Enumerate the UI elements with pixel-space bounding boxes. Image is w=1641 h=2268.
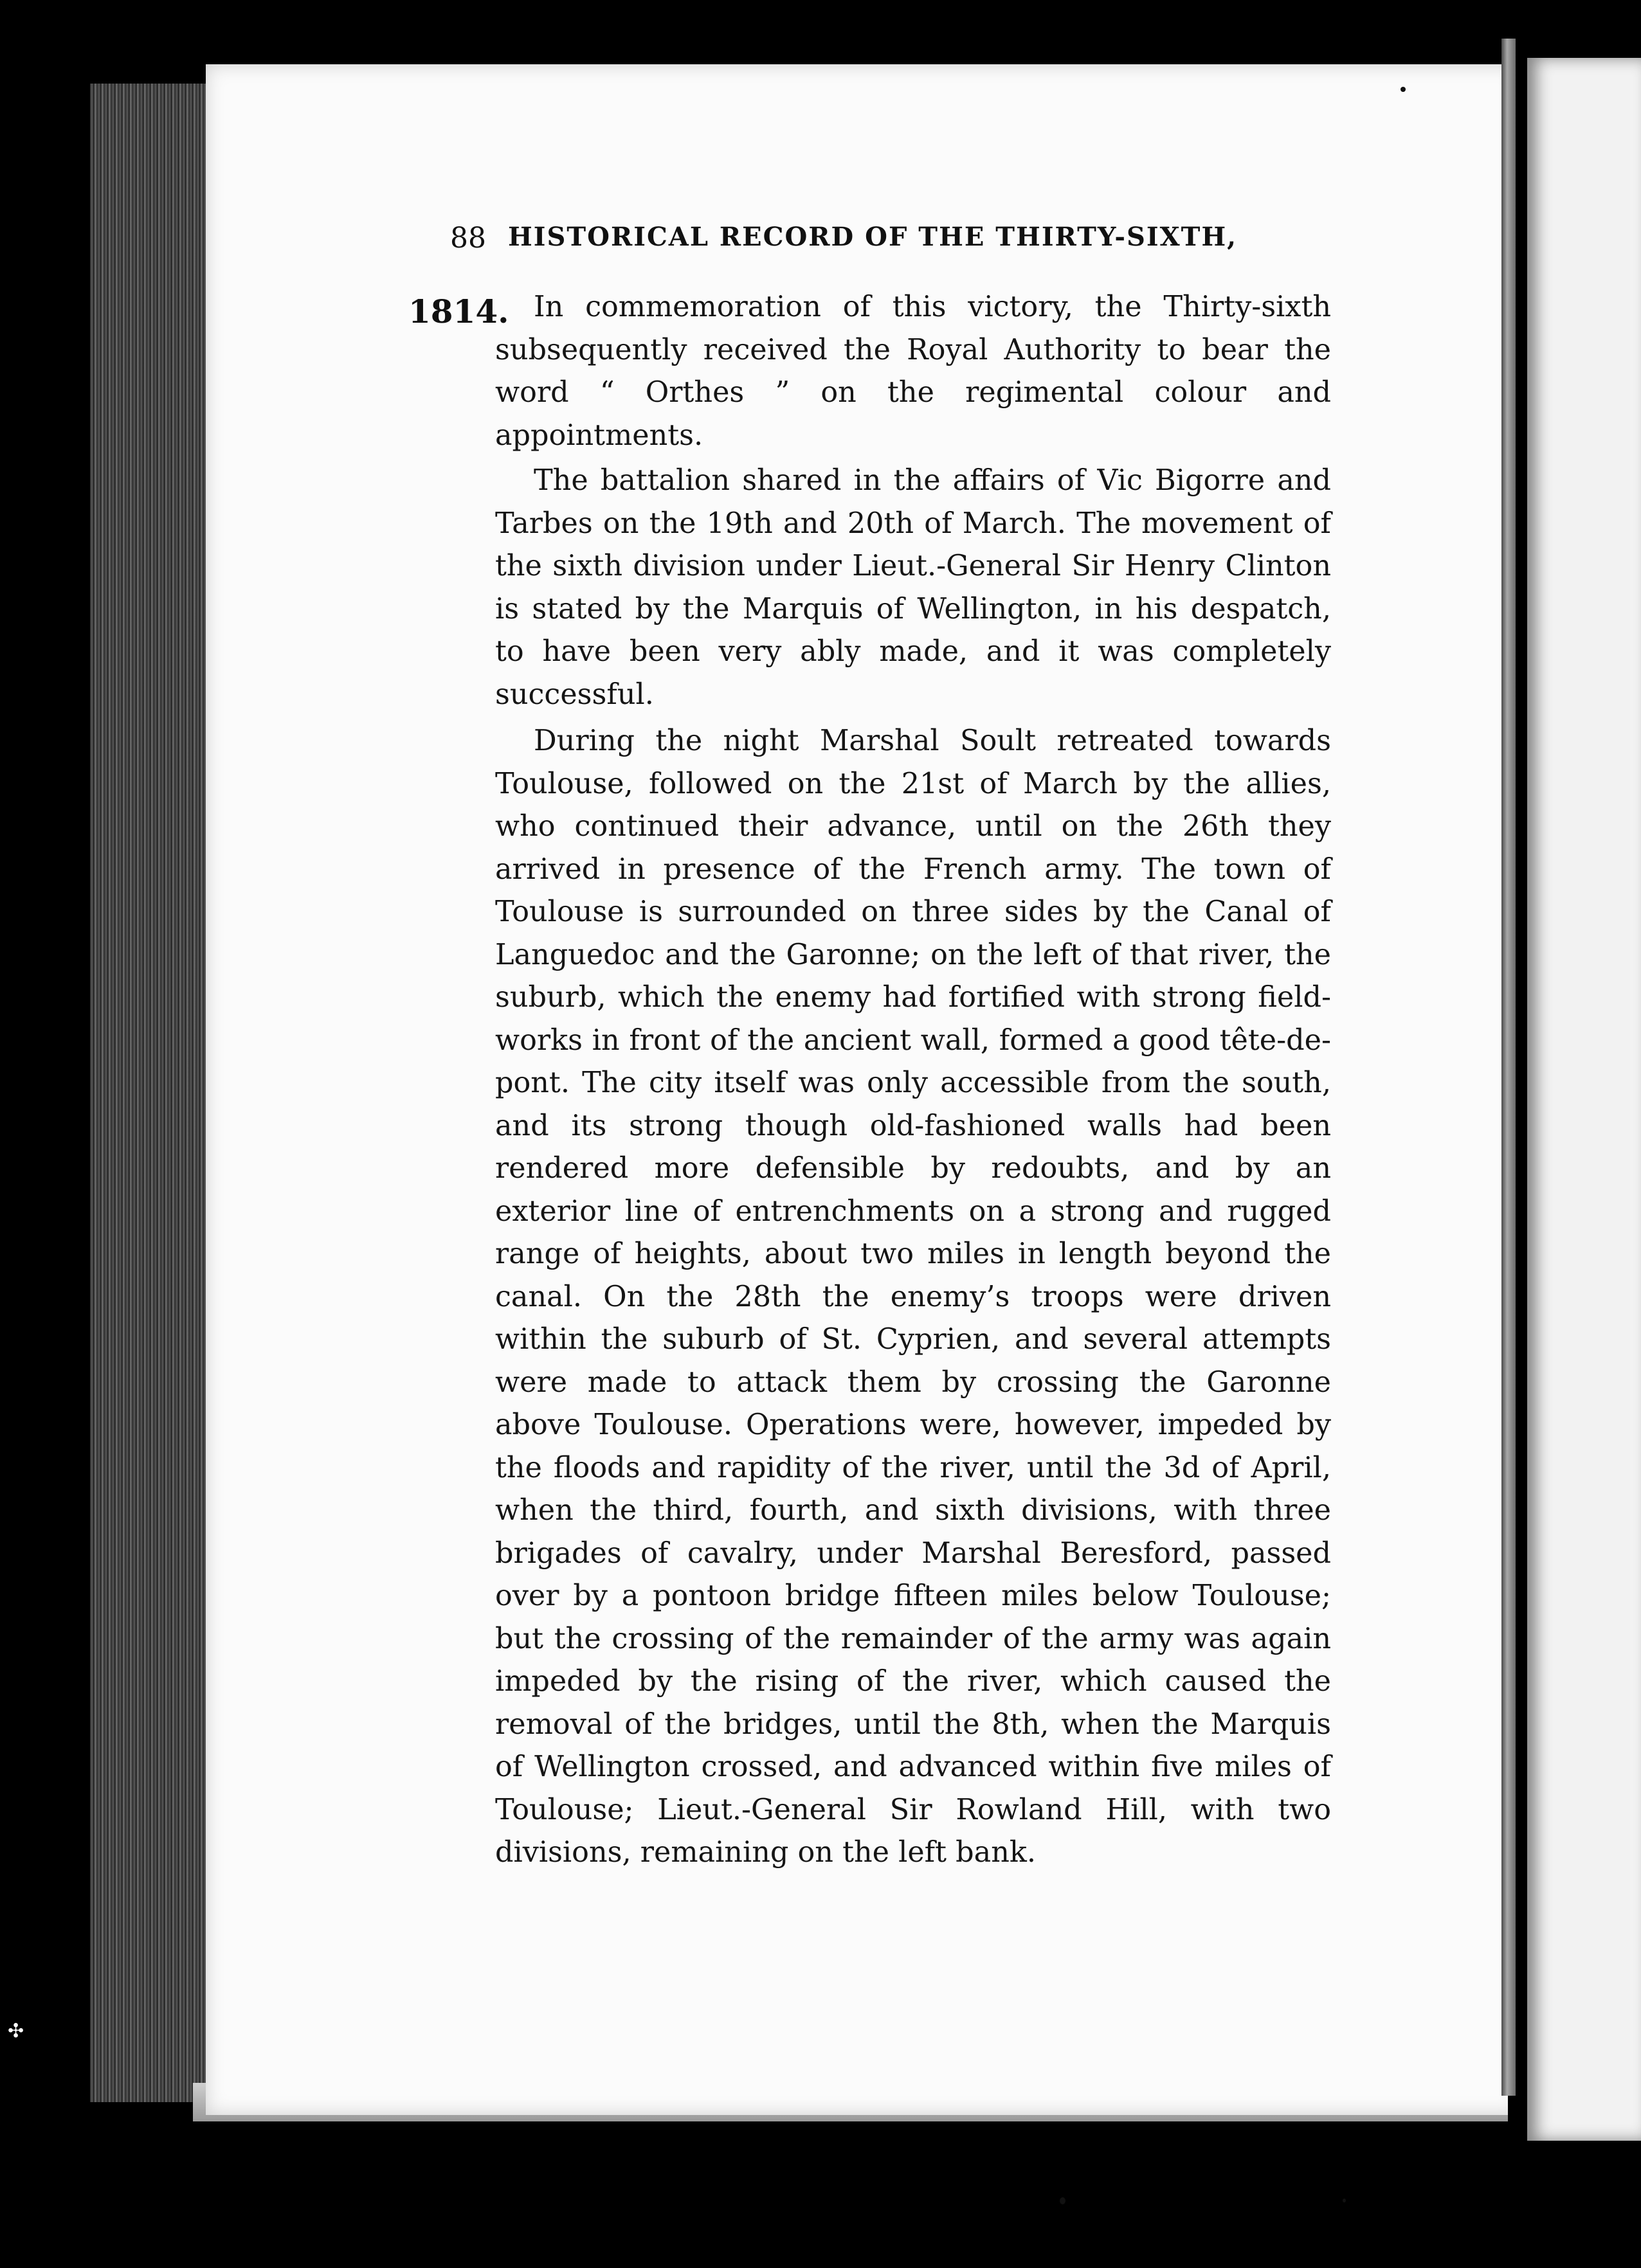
next-leaf [1527, 58, 1641, 2141]
speck [1343, 2199, 1346, 2202]
page-number: 88 [450, 222, 486, 255]
scanner-target-icon: ✣ [8, 2020, 24, 2042]
running-head-title: HISTORICAL RECORD OF THE THIRTY-SIXTH, [508, 222, 1238, 252]
speck [1401, 87, 1406, 92]
right-leaf-edge [1501, 39, 1516, 2096]
paragraph-3: During the night Marshal Soult retreated towards Toulouse, followed on the 21st of March by the allies, who continued their advance, until on the 26th they arrived in presence of the French army. The town of Toulouse is surrounded on three sides by the Canal of Languedoc and the Garonne; on the left of that river, the suburb, which the enemy had fortified with strong field-works in front of the ancient wall, formed a good tête-de-pont. The city itself was only accessible from the south, and its strong though old-fashioned walls had been rendered more defensible by redoubts, and by an exterior line of entrenchments on a strong and rugged range of heights, about two miles in length beyond the canal. On the 28th the enemy’s troops were driven within the suburb of St. Cyprien, and several attempts were made to attack them by crossing the Garonne above Toulouse. Operations were, however, impeded by the floods and rapidity of the river, until the 3d of April, when the third, fourth, and sixth divisions, with three brigades of cavalry, under Marshal Beresford, passed over by a pontoon bridge fifteen miles below Toulouse; but the crossing of the remainder of the army was again impeded by the rising of the river, which caused the removal of the bridges, until the 8th, when the Marquis of Wellington crossed, and advanced within five miles of Toulouse; Lieut.-General Sir Rowland Hill, with two divisions, remaining on the left bank. [495, 724, 1331, 1869]
speck [1060, 2197, 1065, 2204]
paragraph-1: In commemoration of this victory, the Thirty-sixth subsequently received the Royal Authority to bear the word “ Orthes ” on the regimental colour and appointments. [495, 291, 1331, 452]
paragraph-2: The battalion shared in the affairs of Vic Bigorre and Tarbes on the 19th and 20th of March. The movement of the sixth division under Lieut.-General Sir Henry Clinton is stated by the Marquis of Wellington, in his despatch, to have been very ably made, and it was completely successful. [495, 464, 1331, 711]
left-page-edges [90, 84, 219, 2102]
running-header [450, 222, 1286, 255]
margin-year: 1814. [408, 292, 509, 330]
